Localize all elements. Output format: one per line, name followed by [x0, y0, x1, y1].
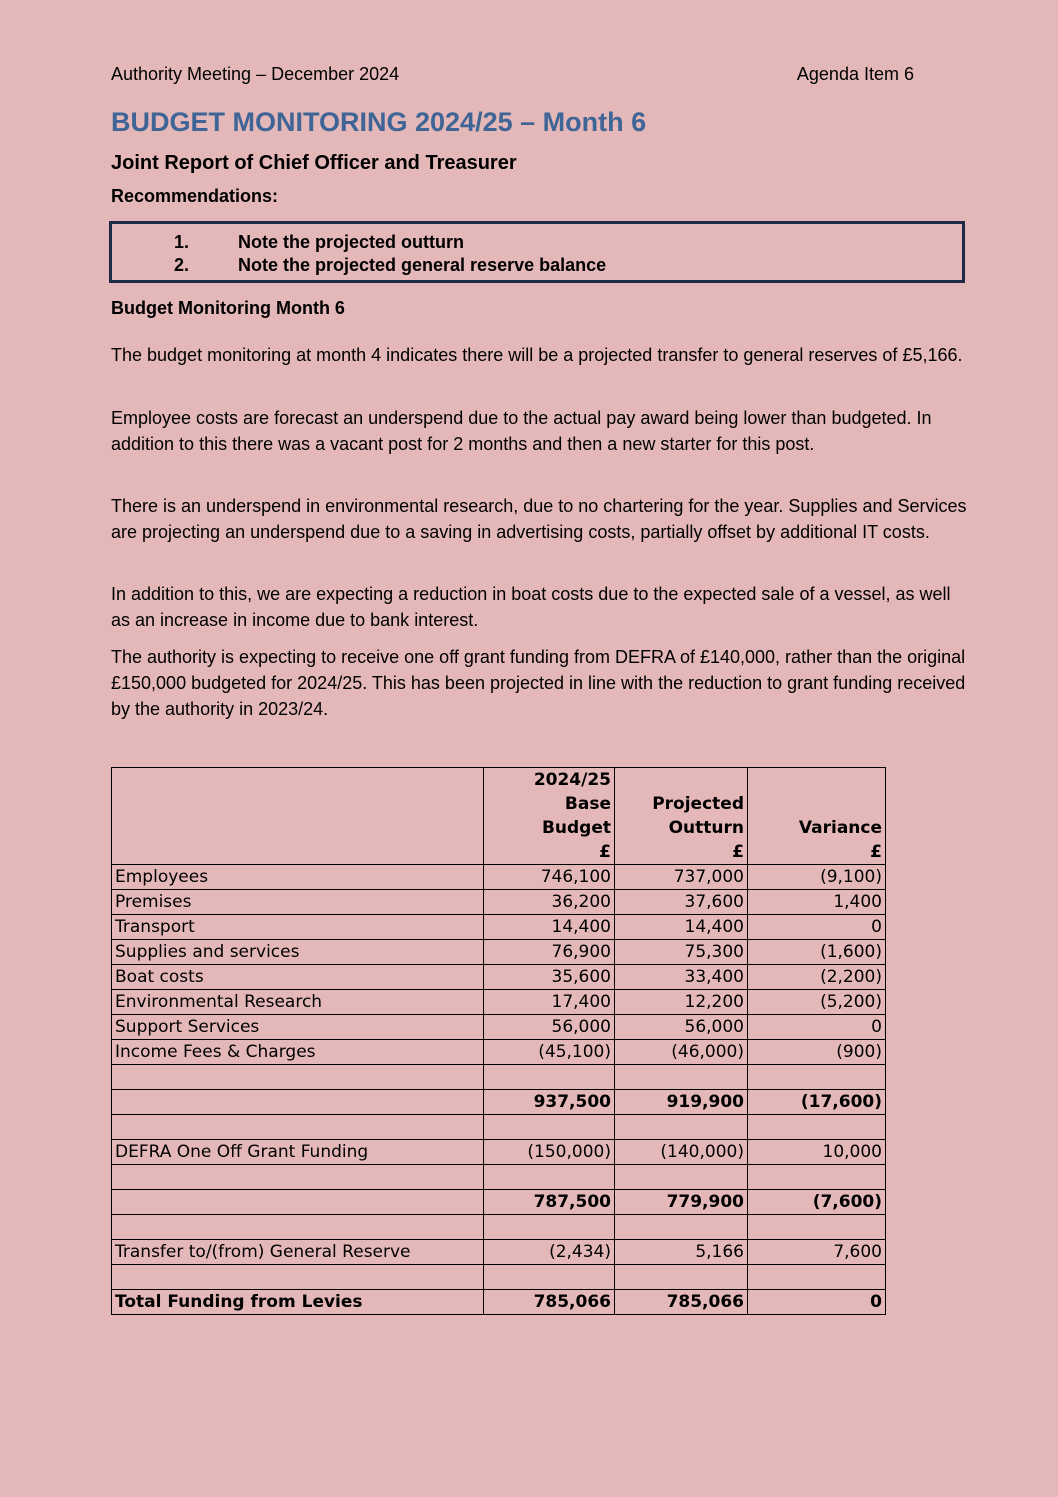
- variance-cell: 0: [748, 915, 886, 940]
- projected-outturn-cell: [615, 1065, 748, 1090]
- projected-outturn-cell: 56,000: [615, 1015, 748, 1040]
- paragraph: The budget monitoring at month 4 indicates there will be a projected transfer to general reserves of £5,166.: [111, 345, 963, 365]
- projected-outturn-cell: 12,200: [615, 990, 748, 1015]
- variance-cell: (1,600): [748, 940, 886, 965]
- variance-cell: (5,200): [748, 990, 886, 1015]
- table-row: [112, 1215, 886, 1240]
- row-label-cell: [112, 1215, 484, 1240]
- row-label-cell: Transport: [112, 915, 484, 940]
- row-label-cell: [112, 1165, 484, 1190]
- row-label-cell: Transfer to/(from) General Reserve: [112, 1240, 484, 1265]
- header-line: £: [870, 842, 882, 862]
- table-row: [112, 1015, 886, 1040]
- table-row: [112, 1290, 886, 1315]
- header-line: Base: [564, 794, 611, 814]
- recommendations-heading: Recommendations:: [111, 186, 279, 206]
- recommendations-box: [109, 221, 965, 283]
- paragraph: In addition to this, we are expecting a reduction in boat costs due to the expected sale of a vessel, as well as an increase in income due to bank interest.: [111, 584, 951, 630]
- recommendation-item: [174, 255, 606, 276]
- projected-outturn-cell: 737,000: [615, 865, 748, 890]
- row-label-cell: Total Funding from Levies: [112, 1290, 484, 1315]
- projected-outturn-cell: [615, 1265, 748, 1290]
- header-line: Budget: [541, 818, 611, 838]
- row-label-cell: [112, 1265, 484, 1290]
- row-label-cell: Boat costs: [112, 965, 484, 990]
- table-row: [112, 890, 886, 915]
- projected-outturn-cell: 779,900: [615, 1190, 748, 1215]
- header-cell-label: [112, 768, 484, 865]
- base-budget-cell: 36,200: [484, 890, 615, 915]
- recommendation-text: Note the projected outturn: [238, 232, 464, 252]
- budget-table: [111, 767, 886, 1315]
- variance-cell: (900): [748, 1040, 886, 1065]
- paragraph: There is an underspend in environmental research, due to no chartering for the year. Supplies and Services are projecting an underspend due to a saving in advertising costs, partially offset by additional IT costs.: [111, 496, 967, 542]
- variance-cell: 10,000: [748, 1140, 886, 1165]
- base-budget-cell: (150,000): [484, 1140, 615, 1165]
- meeting-label: Authority Meeting – December 2024: [111, 64, 400, 84]
- section-heading: Budget Monitoring Month 6: [111, 298, 345, 318]
- row-label-cell: Employees: [112, 865, 484, 890]
- variance-cell: (7,600): [748, 1190, 886, 1215]
- variance-cell: 1,400: [748, 890, 886, 915]
- header-line: £: [732, 842, 744, 862]
- variance-cell: 7,600: [748, 1240, 886, 1265]
- table-row: [112, 940, 886, 965]
- variance-cell: [748, 1265, 886, 1290]
- recommendation-item: [174, 232, 464, 253]
- base-budget-cell: [484, 1215, 615, 1240]
- table-row: [112, 1165, 886, 1190]
- table-row: [112, 1090, 886, 1115]
- table-row: [112, 1115, 886, 1140]
- header-line: Outturn: [668, 818, 744, 838]
- projected-outturn-cell: 14,400: [615, 915, 748, 940]
- row-label-cell: Income Fees & Charges: [112, 1040, 484, 1065]
- base-budget-cell: [484, 1115, 615, 1140]
- base-budget-cell: (45,100): [484, 1040, 615, 1065]
- variance-cell: (9,100): [748, 865, 886, 890]
- page-header: [111, 64, 914, 85]
- variance-cell: [748, 1165, 886, 1190]
- table-row: [112, 915, 886, 940]
- row-label-cell: Supplies and services: [112, 940, 484, 965]
- recommendation-text: Note the projected general reserve balance: [238, 255, 607, 275]
- table-row: [112, 1040, 886, 1065]
- projected-outturn-cell: 5,166: [615, 1240, 748, 1265]
- report-title: BUDGET MONITORING 2024/25 – Month 6: [111, 107, 647, 137]
- row-label-cell: [112, 1190, 484, 1215]
- variance-cell: (17,600): [748, 1090, 886, 1115]
- row-label-cell: DEFRA One Off Grant Funding: [112, 1140, 484, 1165]
- projected-outturn-cell: (140,000): [615, 1140, 748, 1165]
- recommendation-number: 1.: [174, 232, 190, 252]
- base-budget-cell: 17,400: [484, 990, 615, 1015]
- projected-outturn-cell: 37,600: [615, 890, 748, 915]
- paragraph: Employee costs are forecast an underspend due to the actual pay award being lower than budgeted. In addition to this there was a vacant post for 2 months and then a new starter for this post.: [111, 408, 932, 454]
- row-label-cell: Premises: [112, 890, 484, 915]
- table-row: [112, 1140, 886, 1165]
- projected-outturn-cell: 785,066: [615, 1290, 748, 1315]
- table-row: [112, 1190, 886, 1215]
- variance-cell: (2,200): [748, 965, 886, 990]
- header-line: Projected: [652, 794, 744, 814]
- variance-cell: [748, 1215, 886, 1240]
- report-subtitle: Joint Report of Chief Officer and Treasurer: [111, 152, 517, 174]
- variance-cell: 0: [748, 1290, 886, 1315]
- row-label-cell: Support Services: [112, 1015, 484, 1040]
- projected-outturn-cell: 75,300: [615, 940, 748, 965]
- projected-outturn-cell: [615, 1115, 748, 1140]
- row-label-cell: [112, 1090, 484, 1115]
- base-budget-cell: (2,434): [484, 1240, 615, 1265]
- base-budget-cell: 35,600: [484, 965, 615, 990]
- base-budget-cell: 746,100: [484, 865, 615, 890]
- header-cell-projected: [615, 768, 748, 865]
- table-row: [112, 865, 886, 890]
- projected-outturn-cell: [615, 1215, 748, 1240]
- base-budget-cell: 785,066: [484, 1290, 615, 1315]
- base-budget-cell: 787,500: [484, 1190, 615, 1215]
- table-header-row: [112, 768, 886, 865]
- table-row: [112, 1065, 886, 1090]
- base-budget-cell: 14,400: [484, 915, 615, 940]
- table-row: [112, 965, 886, 990]
- header-line: £: [599, 842, 611, 862]
- variance-cell: [748, 1065, 886, 1090]
- header-cell-variance: [748, 768, 886, 865]
- base-budget-cell: 76,900: [484, 940, 615, 965]
- row-label-cell: [112, 1065, 484, 1090]
- paragraph: The authority is expecting to receive one off grant funding from DEFRA of £140,000, rather than the original £150,000 budgeted for 2024/25. This has been projected in line with the reduction to grant funding received by the authority in 2023/24.: [111, 647, 966, 719]
- variance-cell: 0: [748, 1015, 886, 1040]
- recommendation-number: 2.: [174, 255, 190, 275]
- projected-outturn-cell: 33,400: [615, 965, 748, 990]
- row-label-cell: Environmental Research: [112, 990, 484, 1015]
- base-budget-cell: [484, 1265, 615, 1290]
- variance-cell: [748, 1115, 886, 1140]
- table-row: [112, 990, 886, 1015]
- budget-table-body: [112, 865, 886, 1315]
- header-line: 2024/25: [533, 770, 611, 790]
- base-budget-cell: [484, 1165, 615, 1190]
- table-row: [112, 1265, 886, 1290]
- base-budget-cell: 937,500: [484, 1090, 615, 1115]
- projected-outturn-cell: [615, 1165, 748, 1190]
- base-budget-cell: [484, 1065, 615, 1090]
- table-row: [112, 1240, 886, 1265]
- header-line: Variance: [798, 818, 882, 838]
- projected-outturn-cell: (46,000): [615, 1040, 748, 1065]
- row-label-cell: [112, 1115, 484, 1140]
- header-cell-base-budget: [484, 768, 615, 865]
- agenda-item-label: Agenda Item 6: [796, 64, 914, 84]
- base-budget-cell: 56,000: [484, 1015, 615, 1040]
- projected-outturn-cell: 919,900: [615, 1090, 748, 1115]
